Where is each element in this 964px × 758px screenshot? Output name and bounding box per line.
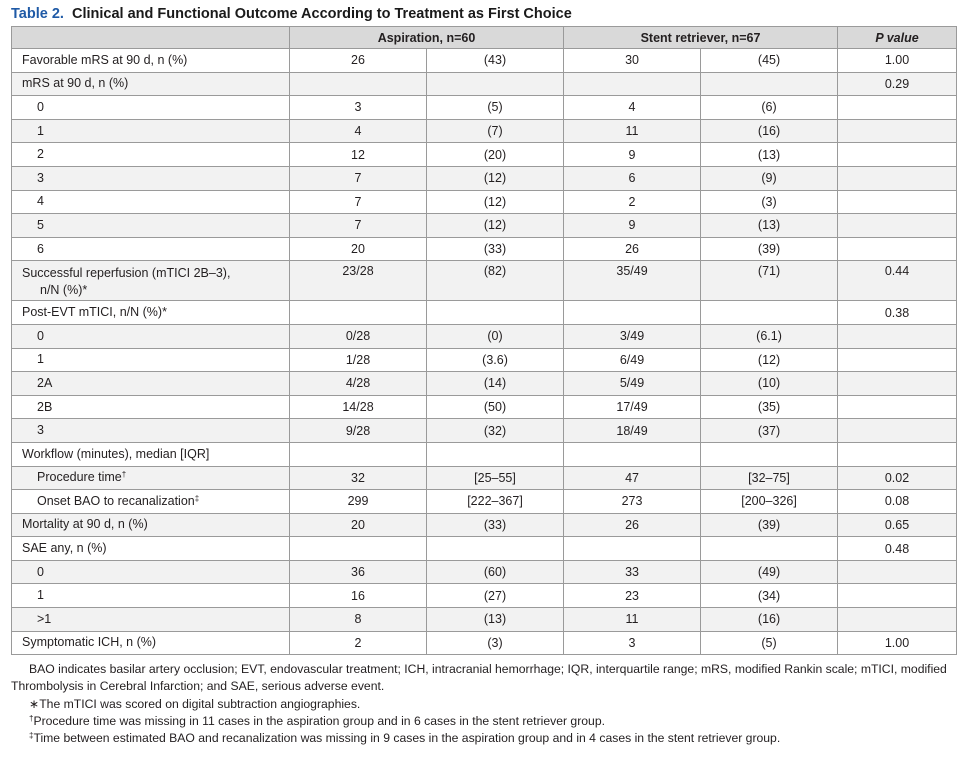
p-value-cell (838, 237, 957, 261)
table-row (12, 119, 957, 143)
row-label (12, 395, 290, 419)
p-value-cell: 0.38 (838, 301, 957, 325)
aspiration-percent-cell: (3) (427, 631, 564, 655)
stent-percent-cell: (6.1) (701, 324, 838, 348)
header-row (12, 27, 957, 49)
aspiration-percent-cell: (33) (427, 237, 564, 261)
aspiration-percent-cell: [222–367] (427, 490, 564, 514)
table-row (12, 143, 957, 167)
p-value-cell (838, 324, 957, 348)
stent-count-cell: 47 (564, 466, 701, 490)
aspiration-percent-cell: (7) (427, 119, 564, 143)
p-value-cell (838, 372, 957, 396)
header-p-value (838, 27, 957, 49)
header-empty (12, 27, 290, 49)
aspiration-percent-cell: (20) (427, 143, 564, 167)
stent-count-cell: 23 (564, 584, 701, 608)
aspiration-percent-cell: (27) (427, 584, 564, 608)
stent-count-cell: 30 (564, 49, 701, 73)
row-label-continuation: n/N (%)* (40, 282, 88, 297)
stent-count-cell: 5/49 (564, 372, 701, 396)
row-label (12, 537, 290, 561)
asterisk-symbol: ∗ (29, 696, 40, 711)
row-label (12, 96, 290, 120)
stent-count-cell: 33 (564, 560, 701, 584)
row-label-text: SAE any, n (%) (22, 541, 107, 556)
p-value-cell (838, 608, 957, 632)
row-label (12, 442, 290, 466)
aspiration-count-cell: 23/28 (290, 261, 427, 301)
aspiration-count-cell: 7 (290, 166, 427, 190)
aspiration-count-cell: 1/28 (290, 348, 427, 372)
aspiration-count-cell: 12 (290, 143, 427, 167)
aspiration-percent-cell: (12) (427, 190, 564, 214)
table-row (12, 348, 957, 372)
row-label (12, 419, 290, 443)
stent-count-cell: 273 (564, 490, 701, 514)
p-value-cell: 0.65 (838, 513, 957, 537)
table-row (12, 49, 957, 73)
stent-percent-cell: (16) (701, 608, 838, 632)
header-stent-retriever: Stent retriever, n=67 (564, 27, 838, 49)
table-footnotes (11, 661, 956, 747)
row-label-text: 0 (37, 328, 44, 343)
table-row (12, 372, 957, 396)
row-label (12, 584, 290, 608)
row-label (12, 513, 290, 537)
aspiration-percent-cell: (82) (427, 261, 564, 301)
aspiration-percent-cell: (50) (427, 395, 564, 419)
row-label-text: >1 (37, 611, 52, 626)
stent-count-cell: 4 (564, 96, 701, 120)
aspiration-count-cell: 26 (290, 49, 427, 73)
p-value-cell (838, 395, 957, 419)
table-row (12, 442, 957, 466)
table-row (12, 584, 957, 608)
table-row (12, 466, 957, 490)
aspiration-count-cell: 3 (290, 96, 427, 120)
row-label (12, 119, 290, 143)
row-label (12, 372, 290, 396)
p-value-cell (838, 166, 957, 190)
row-label-text: 1 (37, 352, 44, 367)
stent-percent-cell (701, 442, 838, 466)
p-value-cell (838, 584, 957, 608)
row-label-text: 1 (37, 123, 44, 138)
stent-count-cell (564, 301, 701, 325)
aspiration-percent-cell: (3.6) (427, 348, 564, 372)
stent-percent-cell (701, 301, 838, 325)
table-row (12, 537, 957, 561)
table-row (12, 490, 957, 514)
p-value-cell: 0.44 (838, 261, 957, 301)
header-aspiration: Aspiration, n=60 (290, 27, 564, 49)
aspiration-count-cell: 0/28 (290, 324, 427, 348)
aspiration-count-cell: 9/28 (290, 419, 427, 443)
p-value-cell (838, 143, 957, 167)
row-label-text: Post-EVT mTICI, n/N (%)* (22, 305, 167, 320)
aspiration-count-cell: 7 (290, 214, 427, 238)
row-label (12, 237, 290, 261)
table-title-text: Clinical and Functional Outcome According to Treatment as First Choice (71, 6, 572, 22)
table-row (12, 237, 957, 261)
table-row (12, 72, 957, 96)
stent-percent-cell: (71) (701, 261, 838, 301)
stent-percent-cell: (16) (701, 119, 838, 143)
table-row (12, 631, 957, 655)
aspiration-count-cell (290, 72, 427, 96)
stent-count-cell: 18/49 (564, 419, 701, 443)
p-value-cell (838, 119, 957, 143)
asterisk-text: The mTICI was scored on digital subtraction angiographies. (39, 696, 361, 711)
aspiration-count-cell (290, 301, 427, 325)
stent-count-cell (564, 537, 701, 561)
stent-percent-cell (701, 537, 838, 561)
stent-count-cell: 6 (564, 166, 701, 190)
footnote-marker: ‡ (194, 493, 200, 503)
footnote-marker: † (121, 470, 127, 480)
aspiration-count-cell: 20 (290, 237, 427, 261)
aspiration-percent-cell: (5) (427, 96, 564, 120)
row-label (12, 324, 290, 348)
table-row (12, 419, 957, 443)
row-label-text: Workflow (minutes), median [IQR] (22, 446, 210, 461)
p-value-cell (838, 190, 957, 214)
stent-count-cell: 11 (564, 608, 701, 632)
aspiration-percent-cell: (12) (427, 166, 564, 190)
dagger-symbol: † (29, 713, 34, 723)
stent-count-cell: 9 (564, 143, 701, 167)
row-label (12, 348, 290, 372)
row-label (12, 560, 290, 584)
stent-count-cell: 35/49 (564, 261, 701, 301)
stent-percent-cell: (10) (701, 372, 838, 396)
aspiration-percent-cell: (13) (427, 608, 564, 632)
row-label-text: 0 (37, 99, 44, 114)
p-value-cell (838, 442, 957, 466)
stent-percent-cell (701, 72, 838, 96)
header-p-value-text: P value (875, 30, 919, 45)
double-dagger-text: Time between estimated BAO and recanalization was missing in 9 cases in the aspiration group and in 4 cases in the stent retriever group. (33, 731, 781, 746)
abbreviations-note: BAO indicates basilar artery occlusion; EVT, endovascular treatment; ICH, intracranial hemorrhage; IQR, interquartile range; mRS, modified Rankin scale; mTICI, modified Thrombolysis in Cerebral Infarction; and SAE, serious adverse event. (11, 662, 947, 694)
stent-percent-cell: (45) (701, 49, 838, 73)
row-label (12, 608, 290, 632)
aspiration-count-cell: 32 (290, 466, 427, 490)
row-label (12, 301, 290, 325)
row-label-text: 6 (37, 241, 44, 256)
aspiration-percent-cell (427, 537, 564, 561)
stent-percent-cell: (34) (701, 584, 838, 608)
row-label-text: Successful reperfusion (mTICI 2B–3), (22, 265, 231, 280)
row-label-text: 2 (37, 147, 44, 162)
table-row (12, 301, 957, 325)
footnote-asterisk (11, 696, 956, 713)
p-value-cell: 1.00 (838, 631, 957, 655)
aspiration-percent-cell: (14) (427, 372, 564, 396)
row-label-text: Onset BAO to recanalization (37, 493, 195, 508)
stent-percent-cell: (49) (701, 560, 838, 584)
row-label-text: Favorable mRS at 90 d, n (%) (22, 52, 188, 67)
stent-count-cell: 26 (564, 513, 701, 537)
double-dagger-symbol: ‡ (29, 731, 34, 741)
stent-count-cell: 17/49 (564, 395, 701, 419)
row-label-text: 3 (37, 423, 44, 438)
aspiration-percent-cell: (12) (427, 214, 564, 238)
p-value-cell: 1.00 (838, 49, 957, 73)
dagger-text: Procedure time was missing in 11 cases in the aspiration group and in 6 cases in the stent retriever group. (33, 713, 605, 728)
row-label-text: 0 (37, 564, 44, 579)
aspiration-count-cell: 4/28 (290, 372, 427, 396)
table-row (12, 324, 957, 348)
stent-percent-cell: (6) (701, 96, 838, 120)
row-label-text: Procedure time (37, 470, 122, 485)
aspiration-count-cell: 20 (290, 513, 427, 537)
p-value-cell (838, 214, 957, 238)
stent-percent-cell: [32–75] (701, 466, 838, 490)
footnote-double-dagger (11, 730, 956, 747)
aspiration-percent-cell: (33) (427, 513, 564, 537)
stent-percent-cell: (37) (701, 419, 838, 443)
aspiration-count-cell: 14/28 (290, 395, 427, 419)
aspiration-percent-cell: [25–55] (427, 466, 564, 490)
row-label (12, 190, 290, 214)
row-label (12, 143, 290, 167)
aspiration-percent-cell: (60) (427, 560, 564, 584)
p-value-cell: 0.02 (838, 466, 957, 490)
aspiration-percent-cell: (43) (427, 49, 564, 73)
row-label-text: mRS at 90 d, n (%) (22, 76, 129, 91)
table-body (12, 49, 957, 655)
stent-percent-cell: (12) (701, 348, 838, 372)
row-label-text: 5 (37, 217, 44, 232)
row-label (12, 261, 290, 301)
p-value-cell (838, 419, 957, 443)
row-label-text: Mortality at 90 d, n (%) (22, 517, 148, 532)
aspiration-percent-cell: (0) (427, 324, 564, 348)
p-value-cell (838, 560, 957, 584)
table-row (12, 96, 957, 120)
row-label (12, 490, 290, 514)
p-value-cell: 0.48 (838, 537, 957, 561)
outcome-table (11, 26, 957, 655)
stent-percent-cell: (35) (701, 395, 838, 419)
row-label (12, 466, 290, 490)
row-label-text: 1 (37, 588, 44, 603)
stent-percent-cell: (39) (701, 513, 838, 537)
stent-count-cell: 11 (564, 119, 701, 143)
aspiration-count-cell: 36 (290, 560, 427, 584)
aspiration-count-cell (290, 537, 427, 561)
p-value-cell (838, 348, 957, 372)
stent-count-cell: 3 (564, 631, 701, 655)
stent-percent-cell: (3) (701, 190, 838, 214)
table-row (12, 214, 957, 238)
p-value-cell: 0.08 (838, 490, 957, 514)
row-label (12, 214, 290, 238)
table-row (12, 261, 957, 301)
stent-count-cell (564, 72, 701, 96)
aspiration-count-cell (290, 442, 427, 466)
p-value-cell: 0.29 (838, 72, 957, 96)
aspiration-count-cell: 2 (290, 631, 427, 655)
aspiration-count-cell: 8 (290, 608, 427, 632)
row-label (12, 72, 290, 96)
aspiration-count-cell: 7 (290, 190, 427, 214)
p-value-cell (838, 96, 957, 120)
row-label-text: 4 (37, 194, 44, 209)
row-label (12, 49, 290, 73)
aspiration-percent-cell (427, 72, 564, 96)
table-title (11, 6, 572, 22)
footnote-dagger (11, 713, 956, 730)
aspiration-count-cell: 16 (290, 584, 427, 608)
table-row (12, 608, 957, 632)
stent-count-cell (564, 442, 701, 466)
table-row (12, 513, 957, 537)
stent-count-cell: 2 (564, 190, 701, 214)
table-row (12, 166, 957, 190)
stent-count-cell: 9 (564, 214, 701, 238)
table-number: Table 2. (11, 6, 64, 22)
row-label (12, 631, 290, 655)
stent-count-cell: 26 (564, 237, 701, 261)
stent-percent-cell: (5) (701, 631, 838, 655)
row-label-text: 2B (37, 399, 53, 414)
aspiration-count-cell: 299 (290, 490, 427, 514)
stent-percent-cell: (39) (701, 237, 838, 261)
stent-percent-cell: (13) (701, 143, 838, 167)
row-label-text: 3 (37, 170, 44, 185)
stent-percent-cell: [200–326] (701, 490, 838, 514)
row-label-text: 2A (37, 375, 53, 390)
table-row (12, 395, 957, 419)
stent-percent-cell: (13) (701, 214, 838, 238)
row-label (12, 166, 290, 190)
stent-count-cell: 3/49 (564, 324, 701, 348)
table-row (12, 190, 957, 214)
aspiration-percent-cell (427, 442, 564, 466)
aspiration-percent-cell: (32) (427, 419, 564, 443)
aspiration-percent-cell (427, 301, 564, 325)
stent-count-cell: 6/49 (564, 348, 701, 372)
row-label-text: Symptomatic ICH, n (%) (22, 635, 157, 650)
aspiration-count-cell: 4 (290, 119, 427, 143)
stent-percent-cell: (9) (701, 166, 838, 190)
table-row (12, 560, 957, 584)
